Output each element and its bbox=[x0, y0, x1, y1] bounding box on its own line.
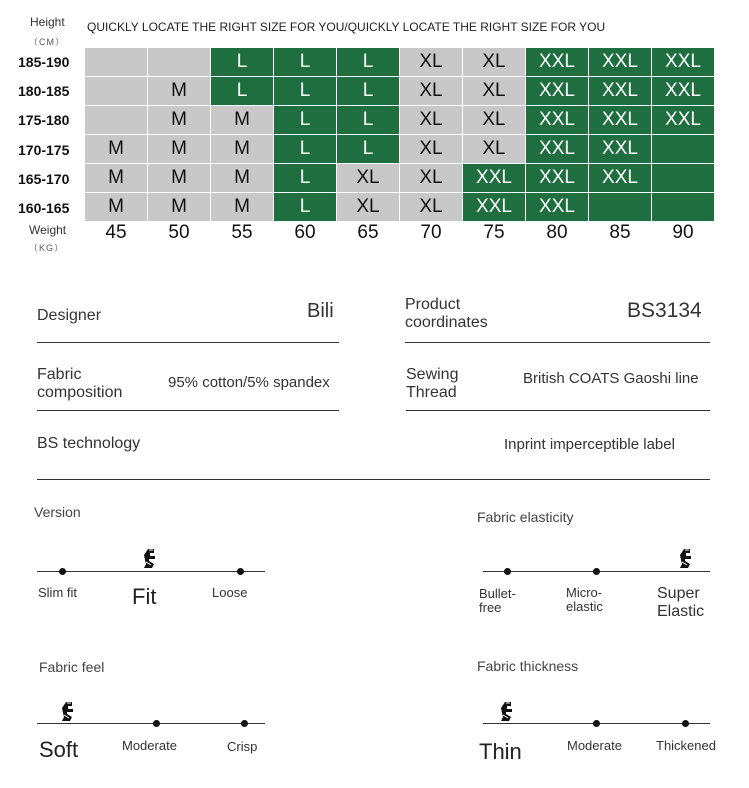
size-cell: XXL bbox=[526, 164, 589, 193]
thickness-left-label: Thin bbox=[479, 739, 522, 764]
size-cell: L bbox=[274, 193, 337, 222]
thickness-dot-mid bbox=[593, 720, 600, 727]
thread-label-line2: Thread bbox=[406, 384, 457, 401]
size-cell: M bbox=[85, 193, 148, 222]
tech-value: Inprint imperceptible label bbox=[504, 436, 675, 453]
elasticity-mid-label bbox=[566, 586, 603, 614]
weight-unit: （KG） bbox=[29, 243, 65, 253]
version-marker-icon bbox=[140, 548, 160, 575]
elasticity-marker-icon bbox=[676, 548, 696, 575]
thread-label bbox=[406, 366, 458, 402]
size-row bbox=[85, 106, 715, 135]
size-cell: XXL bbox=[652, 48, 715, 77]
elasticity-right-label bbox=[657, 585, 704, 621]
size-cell bbox=[652, 135, 715, 164]
divider bbox=[406, 410, 710, 411]
thread-value: British COATS Gaoshi line bbox=[523, 370, 699, 387]
size-cell: L bbox=[274, 135, 337, 164]
weight-cell: 60 bbox=[274, 222, 337, 245]
size-cell: XL bbox=[463, 135, 526, 164]
height-range-label: 180-185 bbox=[18, 83, 70, 100]
elasticity-left-line1: Bullet- bbox=[479, 586, 516, 601]
size-cell: M bbox=[85, 164, 148, 193]
weight-label: Weight bbox=[29, 223, 67, 237]
size-cell: L bbox=[211, 77, 274, 106]
size-cell: XL bbox=[463, 106, 526, 135]
divider bbox=[405, 342, 710, 343]
thickness-title: Fabric thickness bbox=[477, 658, 579, 674]
size-cell: XXL bbox=[526, 106, 589, 135]
size-cell: XL bbox=[463, 48, 526, 77]
size-cell: XL bbox=[337, 193, 400, 222]
size-cell: XL bbox=[400, 135, 463, 164]
size-cell: XL bbox=[463, 77, 526, 106]
size-cell: L bbox=[274, 106, 337, 135]
size-row bbox=[85, 193, 715, 222]
size-cell: XL bbox=[400, 106, 463, 135]
size-cell: M bbox=[85, 135, 148, 164]
size-cell: XXL bbox=[463, 193, 526, 222]
size-cell: L bbox=[337, 106, 400, 135]
size-cell: XL bbox=[400, 164, 463, 193]
thickness-right-label: Thickened bbox=[656, 738, 716, 753]
version-dot-left bbox=[59, 568, 66, 575]
feel-left-label: Soft bbox=[39, 737, 79, 762]
size-cell: XXL bbox=[526, 193, 589, 222]
size-cell: XXL bbox=[589, 135, 652, 164]
elasticity-right-line1: Super bbox=[657, 585, 700, 602]
size-cell: L bbox=[337, 77, 400, 106]
chart-title: QUICKLY LOCATE THE RIGHT SIZE FOR YOU/QUICKLY LOCATE THE RIGHT SIZE FOR YOU bbox=[87, 20, 606, 34]
tech-label: BS technology bbox=[37, 435, 141, 452]
weight-cell: 80 bbox=[526, 222, 589, 245]
height-range-label: 185-190 bbox=[18, 54, 70, 70]
size-cell: L bbox=[337, 135, 400, 164]
fabric-label-line1: Fabric bbox=[37, 366, 82, 383]
elasticity-mid-line2: elastic bbox=[566, 599, 603, 614]
size-cell: XXL bbox=[652, 106, 715, 135]
size-cell bbox=[85, 77, 148, 106]
size-cell: XL bbox=[337, 164, 400, 193]
size-cell: XL bbox=[400, 77, 463, 106]
size-cell: XXL bbox=[589, 77, 652, 106]
size-row bbox=[85, 48, 715, 77]
elasticity-right-line2: Elastic bbox=[657, 603, 705, 620]
size-cell bbox=[652, 193, 715, 222]
elasticity-dot-left bbox=[504, 568, 511, 575]
weight-cell: 75 bbox=[463, 222, 526, 245]
size-cell: XXL bbox=[526, 48, 589, 77]
divider bbox=[37, 410, 339, 411]
version-right-label: Loose bbox=[212, 585, 248, 600]
divider bbox=[37, 479, 710, 480]
designer-value: Bili bbox=[307, 300, 334, 322]
version-mid-label: Fit bbox=[132, 584, 157, 609]
thickness-marker-icon bbox=[497, 701, 517, 728]
size-cell: XXL bbox=[463, 164, 526, 193]
thickness-dot-right bbox=[682, 720, 689, 727]
weight-row bbox=[85, 222, 715, 245]
weight-cell: 70 bbox=[400, 222, 463, 245]
weight-cell: 50 bbox=[148, 222, 211, 245]
designer-label: Designer bbox=[37, 307, 102, 324]
version-dot-right bbox=[237, 568, 244, 575]
size-cell: XL bbox=[400, 48, 463, 77]
feel-mid-label: Moderate bbox=[122, 738, 177, 753]
size-cell bbox=[589, 193, 652, 222]
feel-dot-right bbox=[241, 720, 248, 727]
product-value: BS3134 bbox=[627, 299, 702, 322]
size-cell: L bbox=[211, 48, 274, 77]
size-cell: M bbox=[211, 106, 274, 135]
size-cell: M bbox=[148, 106, 211, 135]
size-cell: M bbox=[148, 193, 211, 222]
height-range-label: 170-175 bbox=[18, 141, 70, 158]
weight-cell: 55 bbox=[211, 222, 274, 245]
product-label-line2: coordinates bbox=[405, 314, 488, 331]
size-row bbox=[85, 77, 715, 106]
size-cell bbox=[652, 164, 715, 193]
size-cell: XXL bbox=[526, 135, 589, 164]
height-label: Height bbox=[30, 15, 65, 29]
size-cell: XXL bbox=[589, 48, 652, 77]
feel-dot-mid bbox=[153, 720, 160, 727]
elasticity-left-label bbox=[479, 587, 516, 615]
version-title: Version bbox=[34, 504, 81, 520]
size-cell bbox=[85, 48, 148, 77]
fabric-label-line2: composition bbox=[37, 384, 123, 401]
elasticity-title: Fabric elasticity bbox=[477, 509, 574, 525]
size-cell bbox=[148, 48, 211, 77]
elasticity-mid-line1: Micro- bbox=[566, 585, 603, 600]
fabric-label bbox=[37, 366, 122, 402]
size-cell: L bbox=[274, 164, 337, 193]
feel-title: Fabric feel bbox=[39, 659, 105, 675]
size-cell: L bbox=[337, 48, 400, 77]
size-cell: XXL bbox=[652, 77, 715, 106]
weight-cell: 90 bbox=[652, 222, 715, 245]
feel-marker-icon bbox=[58, 701, 78, 728]
size-cell: M bbox=[211, 164, 274, 193]
divider bbox=[37, 342, 339, 343]
size-cell: M bbox=[148, 77, 211, 106]
size-cell: XXL bbox=[589, 164, 652, 193]
size-cell: L bbox=[274, 48, 337, 77]
size-cell: XXL bbox=[526, 77, 589, 106]
product-label bbox=[405, 296, 488, 332]
size-cell: XXL bbox=[589, 106, 652, 135]
size-cell bbox=[85, 106, 148, 135]
size-row bbox=[85, 135, 715, 164]
height-range-label: 160-165 bbox=[18, 200, 70, 216]
thread-label-line1: Sewing bbox=[406, 366, 459, 383]
size-cell: M bbox=[211, 135, 274, 164]
feel-right-label: Crisp bbox=[227, 739, 258, 754]
elasticity-left-line2: free bbox=[479, 600, 502, 615]
size-cell: L bbox=[274, 77, 337, 106]
size-cell: M bbox=[148, 135, 211, 164]
elasticity-dot-mid bbox=[593, 568, 600, 575]
size-cell: M bbox=[211, 193, 274, 222]
weight-cell: 85 bbox=[589, 222, 652, 245]
weight-cell: 45 bbox=[85, 222, 148, 245]
height-range-label: 175-180 bbox=[18, 112, 70, 129]
version-left-label: Slim fit bbox=[38, 585, 77, 600]
height-range-label: 165-170 bbox=[18, 170, 70, 187]
thickness-mid-label: Moderate bbox=[567, 738, 622, 753]
size-cell: XL bbox=[400, 193, 463, 222]
size-row bbox=[85, 164, 715, 193]
size-chart bbox=[84, 47, 715, 245]
size-cell: M bbox=[148, 164, 211, 193]
weight-cell: 65 bbox=[337, 222, 400, 245]
product-label-line1: Product bbox=[405, 296, 461, 313]
height-unit: （CM） bbox=[29, 37, 65, 47]
fabric-value: 95% cotton/5% spandex bbox=[168, 374, 330, 391]
